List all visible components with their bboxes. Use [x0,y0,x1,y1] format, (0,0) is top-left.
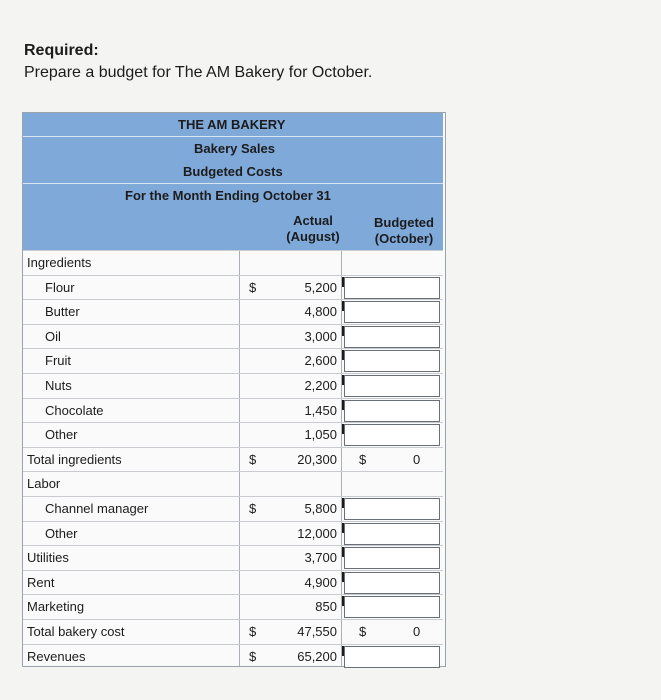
budget-input[interactable] [344,350,440,372]
column-header-actual: Actual (August) [286,213,340,244]
actual-amount: 4,900 [304,574,337,590]
row-label: Chocolate [45,402,104,418]
row-label: Oil [45,328,61,344]
table-row [23,447,443,472]
table-header-period: For the Month Ending October 31 [23,184,443,208]
actual-amount: 2,200 [304,378,337,393]
table-row [23,324,443,349]
actual-amount: 5,200 [304,279,337,295]
budget-input[interactable] [344,547,440,569]
budget-input[interactable] [344,375,440,397]
table-row [23,373,443,398]
row-label: Rent [27,574,55,590]
row-label: Fruit [45,353,71,369]
actual-dollar-sign: $ [249,501,257,516]
actual-amount: 1,450 [304,402,337,418]
row-label: Revenues [27,648,86,664]
budget-total: 0 [413,451,421,467]
budget-input[interactable] [344,523,440,545]
budget-table [22,112,446,667]
row-label: Other [45,427,78,443]
actual-amount: 5,800 [304,501,337,516]
table-row [23,619,443,644]
table-row [23,348,443,373]
row-label: Total bakery cost [27,624,125,639]
table-row [23,398,443,423]
actual-amount: 47,550 [297,624,337,639]
table-header-report-type: Budgeted Costs [23,160,443,184]
row-label: Other [45,525,78,541]
table-header-subtitle: Bakery Sales [23,137,443,161]
table-row [23,496,443,521]
table-row [23,471,443,496]
row-label: Flour [45,279,75,295]
actual-amount: 65,200 [297,648,337,664]
budget-input[interactable] [344,277,440,299]
required-heading: Required: [24,42,99,59]
table-row [23,570,443,595]
table-row [23,545,443,570]
budget-input[interactable] [344,400,440,422]
budget-input[interactable] [344,498,440,520]
table-row [23,275,443,300]
budget-input[interactable] [344,301,440,323]
budget-dollar-sign: $ [359,624,367,639]
actual-amount: 850 [315,599,337,615]
column-header-budgeted: Budgeted (October) [374,215,434,246]
table-row [23,422,443,447]
row-label: Channel manager [45,501,149,516]
budget-input[interactable] [344,596,440,618]
row-label: Marketing [27,599,85,615]
table-row [23,299,443,324]
actual-amount: 4,800 [304,304,337,320]
actual-dollar-sign: $ [249,451,257,467]
actual-amount: 3,700 [304,550,337,566]
table-header-company: THE AM BAKERY [23,113,443,137]
actual-amount: 20,300 [297,451,337,467]
actual-dollar-sign: $ [249,279,257,295]
column-headers [23,207,443,250]
budget-input[interactable] [344,572,440,594]
budget-input[interactable] [344,326,440,348]
row-label: Ingredients [27,255,92,270]
table-row [23,521,443,546]
table-row [23,644,443,669]
actual-amount: 1,050 [304,427,337,443]
budget-input[interactable] [344,646,440,668]
actual-amount: 3,000 [304,328,337,344]
required-instructions: Prepare a budget for The AM Bakery for October. [24,64,373,81]
actual-amount: 2,600 [304,353,337,369]
actual-dollar-sign: $ [249,648,257,664]
row-label: Total ingredients [27,451,122,467]
row-label: Utilities [27,550,69,566]
budget-total: 0 [413,624,421,639]
budget-dollar-sign: $ [359,451,367,467]
row-label: Nuts [45,378,72,393]
table-row [23,594,443,619]
actual-dollar-sign: $ [249,624,257,639]
table-row [23,250,443,275]
row-label: Butter [45,304,80,320]
actual-amount: 12,000 [297,525,337,541]
budget-input[interactable] [344,424,440,446]
row-label: Labor [27,476,61,492]
